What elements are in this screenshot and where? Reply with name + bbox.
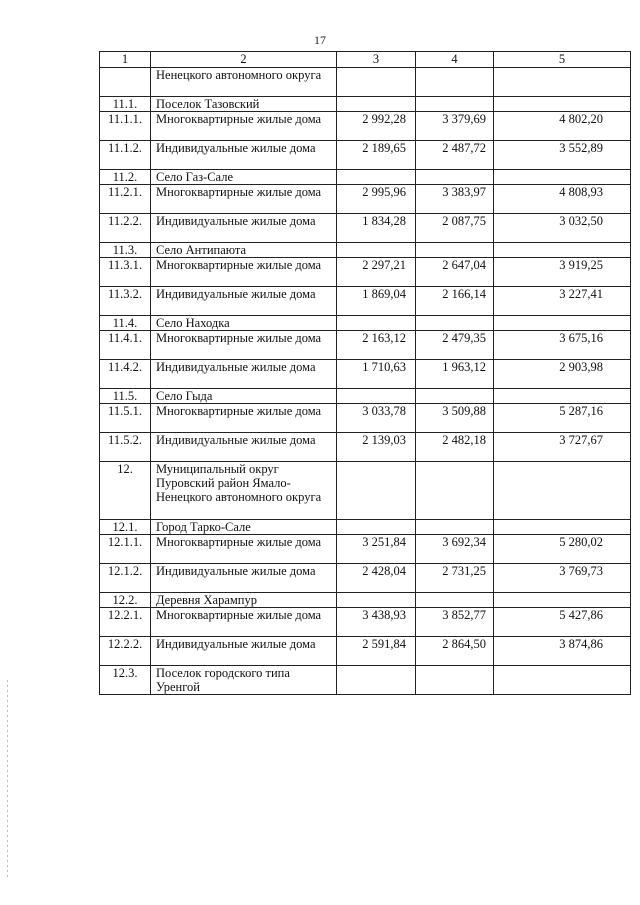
- row-name-cell: Поселок Тазовский: [151, 97, 337, 112]
- row-number-cell: 11.1.2.: [100, 141, 151, 170]
- value-col5-cell: 4 802,20: [494, 112, 631, 141]
- value-col5-cell: 4 808,93: [494, 185, 631, 214]
- row-name-cell: Ненецкого автономного округа: [151, 68, 337, 97]
- row-number-cell: 11.1.1.: [100, 112, 151, 141]
- table-row: [100, 170, 631, 185]
- row-number-cell: 11.3.2.: [100, 287, 151, 316]
- table-row: [100, 593, 631, 608]
- value-col3-cell: [337, 520, 416, 535]
- value-col4-cell: 3 852,77: [416, 608, 494, 637]
- table-row: [100, 564, 631, 593]
- table-row: [100, 433, 631, 462]
- value-col4-cell: 2 482,18: [416, 433, 494, 462]
- value-col3-cell: 3 033,78: [337, 404, 416, 433]
- value-col4-cell: 2 731,25: [416, 564, 494, 593]
- table-row: [100, 243, 631, 258]
- row-name-cell: Многоквартирные жилые дома: [151, 535, 337, 564]
- value-col5-cell: [494, 97, 631, 112]
- row-number-cell: 11.3.1.: [100, 258, 151, 287]
- table-row: [100, 287, 631, 316]
- row-number-cell: 12.2.2.: [100, 637, 151, 666]
- value-col3-cell: 1 710,63: [337, 360, 416, 389]
- table-row: [100, 316, 631, 331]
- row-number-cell: 12.1.: [100, 520, 151, 535]
- value-col3-cell: 2 139,03: [337, 433, 416, 462]
- row-number-cell: 11.5.1.: [100, 404, 151, 433]
- row-name-cell: Индивидуальные жилые дома: [151, 433, 337, 462]
- row-number-cell: 12.2.: [100, 593, 151, 608]
- table-row: [100, 185, 631, 214]
- value-col4-cell: [416, 243, 494, 258]
- table-row: [100, 360, 631, 389]
- value-col4-cell: [416, 520, 494, 535]
- table-row: [100, 608, 631, 637]
- value-col4-cell: 2 647,04: [416, 258, 494, 287]
- value-col3-cell: 1 869,04: [337, 287, 416, 316]
- row-name-cell: Многоквартирные жилые дома: [151, 331, 337, 360]
- row-number-cell: 11.2.1.: [100, 185, 151, 214]
- value-col3-cell: 3 438,93: [337, 608, 416, 637]
- value-col3-cell: [337, 243, 416, 258]
- row-number-cell: 12.1.2.: [100, 564, 151, 593]
- value-col4-cell: 2 487,72: [416, 141, 494, 170]
- value-col5-cell: [494, 593, 631, 608]
- value-col5-cell: 3 552,89: [494, 141, 631, 170]
- value-col5-cell: 3 032,50: [494, 214, 631, 243]
- row-name-cell: Село Антипаюта: [151, 243, 337, 258]
- value-col4-cell: [416, 97, 494, 112]
- value-col4-cell: 2 087,75: [416, 214, 494, 243]
- value-col4-cell: [416, 389, 494, 404]
- row-number-cell: 11.5.2.: [100, 433, 151, 462]
- table-row: [100, 97, 631, 112]
- value-col4-cell: [416, 666, 494, 695]
- value-col3-cell: [337, 593, 416, 608]
- value-col3-cell: 2 297,21: [337, 258, 416, 287]
- value-col5-cell: 3 727,67: [494, 433, 631, 462]
- table-row: [100, 141, 631, 170]
- table-row: [100, 214, 631, 243]
- table-header-row: [100, 52, 631, 68]
- value-col5-cell: 3 919,25: [494, 258, 631, 287]
- row-number-cell: 12.1.1.: [100, 535, 151, 564]
- row-name-cell: Индивидуальные жилые дома: [151, 637, 337, 666]
- value-col5-cell: 2 903,98: [494, 360, 631, 389]
- value-col3-cell: 2 189,65: [337, 141, 416, 170]
- value-col3-cell: 2 163,12: [337, 331, 416, 360]
- table-row: [100, 404, 631, 433]
- value-col4-cell: 3 509,88: [416, 404, 494, 433]
- row-name-cell: Многоквартирные жилые дома: [151, 404, 337, 433]
- column-header-5: 5: [494, 52, 631, 68]
- page-number: 17: [314, 33, 326, 47]
- row-number-cell: 11.3.: [100, 243, 151, 258]
- row-name-cell: Индивидуальные жилые дома: [151, 214, 337, 243]
- value-col5-cell: 3 675,16: [494, 331, 631, 360]
- table-row: [100, 331, 631, 360]
- value-col3-cell: [337, 97, 416, 112]
- value-col3-cell: [337, 462, 416, 520]
- value-col5-cell: [494, 389, 631, 404]
- row-name-cell: Город Тарко-Сале: [151, 520, 337, 535]
- tariff-table: [99, 51, 631, 695]
- value-col5-cell: [494, 520, 631, 535]
- table-body: [100, 68, 631, 695]
- row-name-cell: Индивидуальные жилые дома: [151, 141, 337, 170]
- row-number-cell: 11.1.: [100, 97, 151, 112]
- row-number-cell: 12.2.1.: [100, 608, 151, 637]
- value-col3-cell: 2 992,28: [337, 112, 416, 141]
- value-col4-cell: [416, 462, 494, 520]
- row-number-cell: 12.: [100, 462, 151, 520]
- row-number-cell: 11.4.1.: [100, 331, 151, 360]
- row-number-cell: 11.2.2.: [100, 214, 151, 243]
- row-name-cell: Поселок городского типа Уренгой: [151, 666, 337, 695]
- row-name-cell: Индивидуальные жилые дома: [151, 287, 337, 316]
- row-name-cell: Муниципальный округ Пуровский район Ямало-Ненецкого автономного округа: [151, 462, 337, 520]
- row-name-cell: Село Газ-Сале: [151, 170, 337, 185]
- column-header-1: 1: [100, 52, 151, 68]
- value-col3-cell: 1 834,28: [337, 214, 416, 243]
- row-number-cell: 11.5.: [100, 389, 151, 404]
- row-name-cell: Многоквартирные жилые дома: [151, 185, 337, 214]
- row-name-cell: Индивидуальные жилые дома: [151, 360, 337, 389]
- row-number-cell: 11.2.: [100, 170, 151, 185]
- row-name-cell: Многоквартирные жилые дома: [151, 258, 337, 287]
- value-col4-cell: 2 864,50: [416, 637, 494, 666]
- value-col5-cell: [494, 462, 631, 520]
- value-col5-cell: 5 427,86: [494, 608, 631, 637]
- table-row: [100, 258, 631, 287]
- value-col5-cell: [494, 666, 631, 695]
- value-col3-cell: [337, 68, 416, 97]
- table-row: [100, 389, 631, 404]
- value-col4-cell: [416, 593, 494, 608]
- column-header-4: 4: [416, 52, 494, 68]
- table-row: [100, 666, 631, 695]
- value-col5-cell: [494, 316, 631, 331]
- column-header-3: 3: [337, 52, 416, 68]
- value-col5-cell: 3 874,86: [494, 637, 631, 666]
- value-col4-cell: [416, 68, 494, 97]
- row-number-cell: 12.3.: [100, 666, 151, 695]
- table-row: [100, 462, 631, 520]
- value-col5-cell: [494, 68, 631, 97]
- row-number-cell: 11.4.: [100, 316, 151, 331]
- value-col3-cell: [337, 389, 416, 404]
- value-col4-cell: [416, 170, 494, 185]
- row-name-cell: Многоквартирные жилые дома: [151, 608, 337, 637]
- row-name-cell: Село Гыда: [151, 389, 337, 404]
- value-col3-cell: [337, 316, 416, 331]
- value-col3-cell: [337, 170, 416, 185]
- table-row: [100, 68, 631, 97]
- row-name-cell: Село Находка: [151, 316, 337, 331]
- value-col4-cell: 3 379,69: [416, 112, 494, 141]
- row-name-cell: Индивидуальные жилые дома: [151, 564, 337, 593]
- value-col4-cell: 2 479,35: [416, 331, 494, 360]
- column-header-2: 2: [151, 52, 337, 68]
- value-col4-cell: 3 383,97: [416, 185, 494, 214]
- value-col5-cell: 5 280,02: [494, 535, 631, 564]
- table-row: [100, 535, 631, 564]
- value-col5-cell: 3 769,73: [494, 564, 631, 593]
- table-row: [100, 637, 631, 666]
- value-col3-cell: 2 428,04: [337, 564, 416, 593]
- value-col3-cell: 3 251,84: [337, 535, 416, 564]
- value-col4-cell: [416, 316, 494, 331]
- row-number-cell: 11.4.2.: [100, 360, 151, 389]
- row-name-cell: Многоквартирные жилые дома: [151, 112, 337, 141]
- value-col3-cell: 2 995,96: [337, 185, 416, 214]
- value-col3-cell: [337, 666, 416, 695]
- value-col5-cell: [494, 170, 631, 185]
- value-col3-cell: 2 591,84: [337, 637, 416, 666]
- value-col4-cell: 1 963,12: [416, 360, 494, 389]
- value-col5-cell: [494, 243, 631, 258]
- value-col4-cell: 3 692,34: [416, 535, 494, 564]
- value-col5-cell: 3 227,41: [494, 287, 631, 316]
- table-row: [100, 112, 631, 141]
- scan-margin-mark: [7, 680, 8, 880]
- value-col5-cell: 5 287,16: [494, 404, 631, 433]
- table-row: [100, 520, 631, 535]
- row-number-cell: [100, 68, 151, 97]
- row-name-cell: Деревня Харампур: [151, 593, 337, 608]
- value-col4-cell: 2 166,14: [416, 287, 494, 316]
